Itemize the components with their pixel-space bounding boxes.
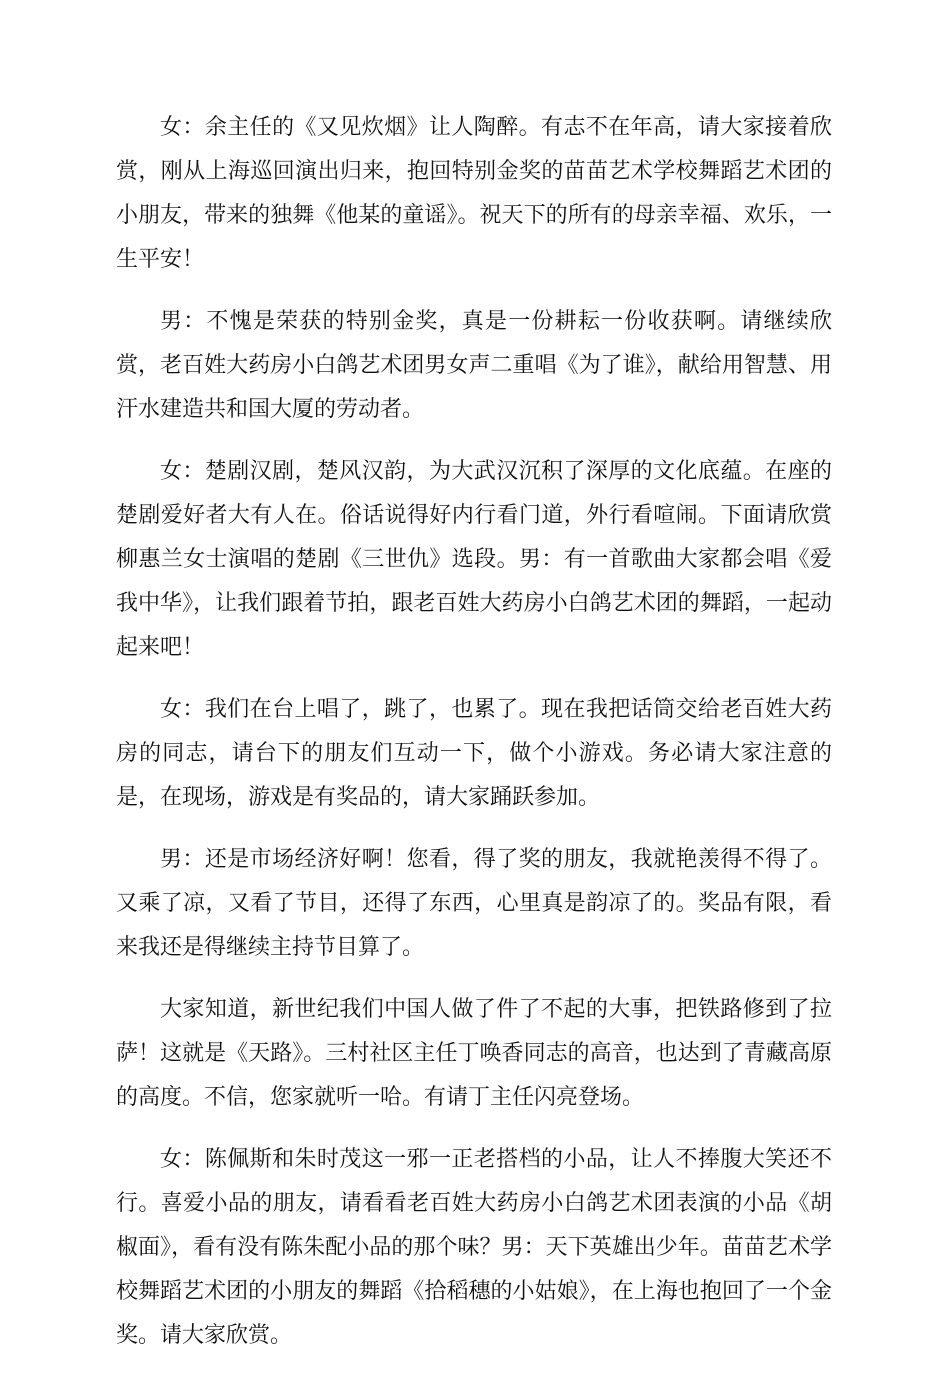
- paragraph: 男：不愧是荣获的特别金奖，真是一份耕耘一份收获啊。请继续欣赏，老百姓大药房小白鸽艺术团男女声二重唱《为了谁》，献给用智慧、用汗水建造共和国大厦的劳动者。: [116, 309, 832, 422]
- paragraph: 女：余主任的《又见炊烟》让人陶醉。有志不在年高，请大家接着欣赏，刚从上海巡回演出归来，抱回特别金奖的苗苗艺术学校舞蹈艺术团的小朋友，带来的独舞《他某的童谣》。祝天下的所有的母亲幸福、欢乐，一生平安！: [116, 115, 832, 272]
- paragraph: 大家知道，新世纪我们中国人做了件了不起的大事，把铁路修到了拉萨！这就是《天路》。三村社区主任丁唤香同志的高音，也达到了青藏高原的高度。不信，您家就听一哈。有请丁主任闪亮登场。: [116, 997, 832, 1110]
- paragraph: 男：还是市场经济好啊！您看，得了奖的朋友，我就艳羡得不得了。又乘了凉，又看了节目，还得了东西，心里真是韵凉了的。奖品有限，看来我还是得继续主持节目算了。: [116, 847, 832, 960]
- paragraph: 女：楚剧汉剧，楚风汉韵，为大武汉沉积了深厚的文化底蕴。在座的楚剧爱好者大有人在。俗话说得好内行看门道，外行看喧闹。下面请欣赏柳惠兰女士演唱的楚剧《三世仇》选段。男：有一首歌曲大家都会唱《爱我中华》，让我们跟着节拍，跟老百姓大药房小白鸽艺术团的舞蹈，一起动起来吧！: [116, 459, 832, 660]
- document-body: [116, 106, 832, 1376]
- paragraph: 女：陈佩斯和朱时茂这一邪一正老搭档的小品，让人不捧腹大笑还不行。喜爱小品的朋友，请看看老百姓大药房小白鸽艺术团表演的小品《胡椒面》，看有没有陈朱配小品的那个味？男：天下英雄出少年。苗苗艺术学校舞蹈艺术团的小朋友的舞蹈《拾稻穗的小姑娘》，在上海也抱回了一个金奖。请大家欣赏。: [116, 1147, 832, 1348]
- paragraph: 女：我们在台上唱了，跳了，也累了。现在我把话筒交给老百姓大药房的同志，请台下的朋友们互动一下，做个小游戏。务必请大家注意的是，在现场，游戏是有奖品的，请大家踊跃参加。: [116, 697, 832, 810]
